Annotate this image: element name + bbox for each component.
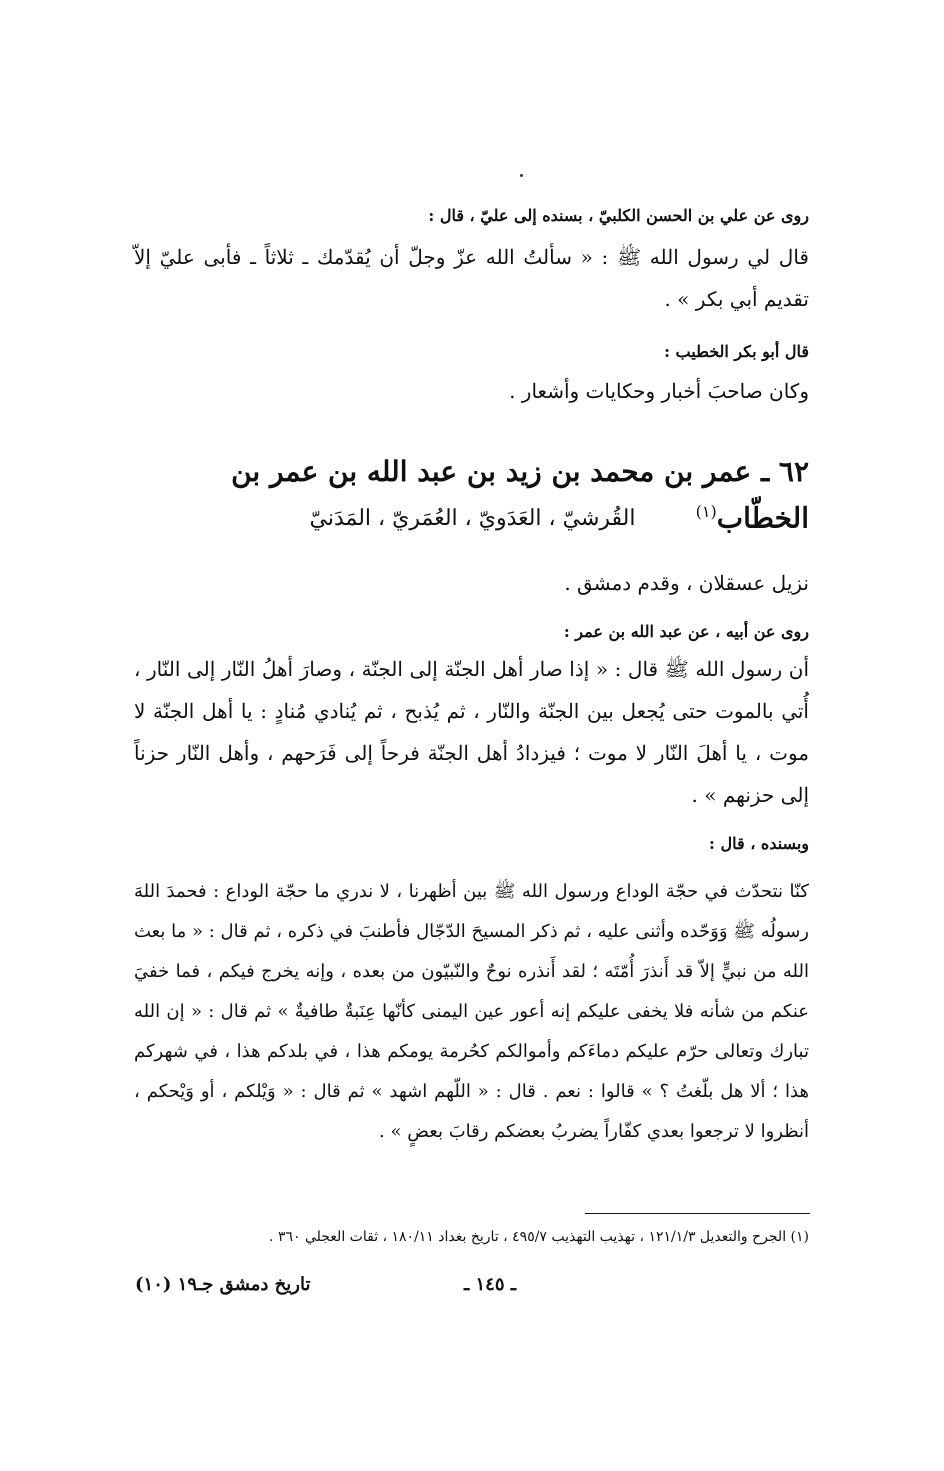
footnote: (١) الجرح والتعديل ١٢١/١/٣ ، تهذيب التهذيب ٤٩٥/٧ ، تاريخ بغداد ١٨٠/١١ ، ثقات العجلي ٣٦٠ . <box>269 1229 809 1245</box>
khatib-text: وكان صاحبَ أخبار وحكايات وأشعار . <box>509 379 809 403</box>
narration2-heading: وبسنده ، قال : <box>709 834 809 853</box>
narration2-text: كنّا نتحدّث في حجّة الوداع ورسول الله ﷺ بين أظهرنا ، لا ندري ما حجّة الوداع : فحمدَ اللهَ رسولُه ﷺ وَوَحّده وأثنى عليه ، ثم ذكر المسيحَ الدّجّال فأطنبَ في ذكره ، ثم قال : « ما بعث الله من نبيٍّ إلاّ قد أَنذرَ أُمّتَه ؛ لقد أَنذره نوحٌ والنّبيّون من بعده ، وإنه يخرج فيكم ، فما خفيَ عنكم من شأنه فلا يخفى عليكم إنه أعور عين اليمنى كأنّها عِنَبةٌ طافيةٌ » ثم قال : « إن الله تبارك وتعالى حرّم عليكم دماءَكم وأموالكم كحُرمة يومكم هذا ، في بلدكم هذا ، في شهركم هذا ؛ ألا هل بلّغتُ ؟ » قالوا : نعم . قال : « اللّهم اشهد » ثم قال : « وَيْلكم ، أو وَيْحكم ، أنظروا لا ترجعوا بعدي كفّاراً يضربُ بعضكم رقابَ بعضٍ » . <box>134 881 809 1142</box>
book-title: تاريخ دمشق جـ١٩ (١٠) <box>135 1274 311 1295</box>
footnote-marker: (١) <box>695 502 717 521</box>
khatib-heading: قال أبو بكر الخطيب : <box>664 342 809 361</box>
footnote-divider <box>585 1213 810 1214</box>
page-number: ـ ١٤٥ ـ <box>463 1274 517 1295</box>
narration1-text: أن رسول الله ﷺ قال : « إذا صار أهل الجنّة إلى الجنّة ، وصارَ أهلُ النّار إلى النّار ، أُتي بالموت حتى يُجعل بين الجنّة والنّار ، ثم يُذبح ، ثم يُنادي مُنادٍ : يا أهل الجنّة لا موت ، يا أهلَ النّار لا موت ؛ فيزدادُ أهل الجنّة فرحاً إلى فَرَحهم ، وأهل النّار حزناً إلى حزنهم » . <box>134 657 809 807</box>
intro-narration: روى عن علي بن الحسن الكلبيّ ، بسنده إلى عليّ ، قال : <box>428 206 809 225</box>
entry-title-text: ٦٢ ـ عمر بن محمد بن زيد بن عبد الله بن عمر بن الخطّاب <box>231 455 809 535</box>
entry-residence: نزيل عسقلان ، وقدم دمشق . <box>564 571 809 595</box>
decorative-dot <box>520 174 523 177</box>
intro-hadith: قال لي رسول الله ﷺ : « سألتُ الله عزّ وجلّ أن يُقدّمك ـ ثلاثاً ـ فأبى عليّ إلاّ تقديم أبي بكر » . <box>134 245 809 311</box>
narration1-heading: روى عن أبيه ، عن عبد الله بن عمر : <box>563 622 809 641</box>
entry-nisba: القُرشيّ ، العَدَويّ ، العُمَريّ ، المَدَنيّ <box>309 506 636 531</box>
